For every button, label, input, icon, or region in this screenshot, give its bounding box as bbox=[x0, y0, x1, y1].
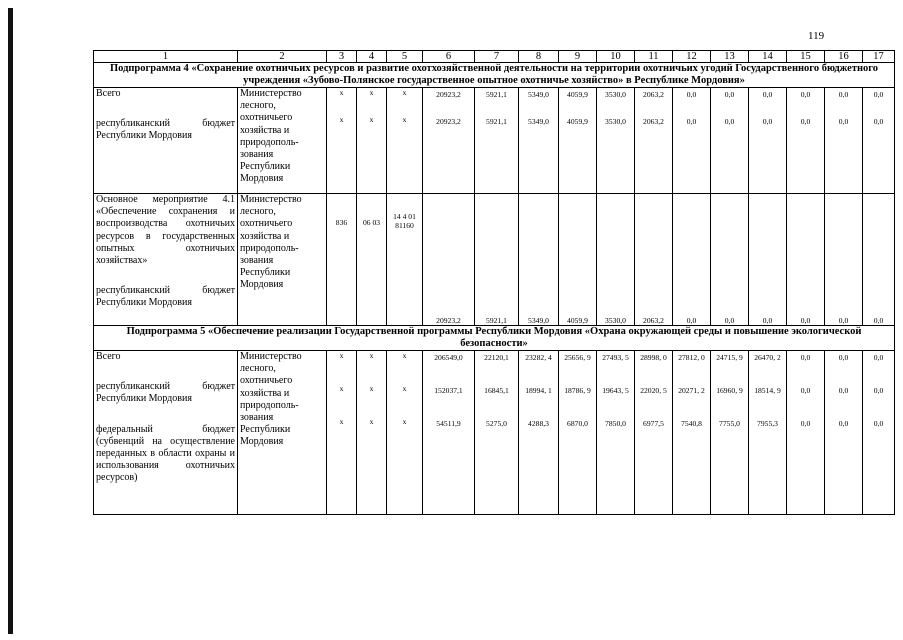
x-cell: x x bbox=[327, 88, 357, 194]
value-cell bbox=[559, 351, 597, 515]
value-cell bbox=[475, 88, 519, 194]
amount-value: 26470, 2 bbox=[754, 353, 781, 362]
amount-value: 22020, 5 bbox=[640, 386, 667, 395]
label-total: Всего bbox=[96, 88, 121, 99]
amount-value: 0,0 bbox=[873, 117, 884, 126]
x-cell: x x bbox=[357, 88, 387, 194]
executor-cell: Министерство лесного, охотничьего хозяйства и природополь- зования Республики Мордовия bbox=[238, 351, 327, 515]
column-number-4: 4 bbox=[357, 51, 387, 63]
value-cell bbox=[825, 194, 863, 326]
value-cell bbox=[597, 351, 635, 515]
amount-value: 24715, 9 bbox=[716, 353, 743, 362]
amount-value: 16960, 9 bbox=[716, 386, 743, 395]
column-number-15: 15 bbox=[787, 51, 825, 63]
amount-value: 0,0 bbox=[762, 90, 773, 99]
amount-value: 5921,1 bbox=[486, 117, 507, 126]
amount-value: 0,0 bbox=[724, 117, 735, 126]
scan-edge-bar bbox=[8, 8, 13, 634]
amount-value: 152037,1 bbox=[434, 386, 463, 395]
value-cell bbox=[787, 88, 825, 194]
amount-value: 27493, 5 bbox=[602, 353, 629, 362]
measure-label: Основное мероприятие 4.1 «Обеспечение сохранения и воспроизводства охотничьих ресурсов в государственных опытных охотничьих хозяйствах» bbox=[96, 194, 235, 267]
value-cell bbox=[635, 88, 673, 194]
amount-value: 0,0 bbox=[800, 353, 811, 362]
value-cell bbox=[863, 351, 895, 515]
value-cell bbox=[863, 194, 895, 326]
amount-value: 28998, 0 bbox=[640, 353, 667, 362]
table-row bbox=[94, 351, 895, 515]
amount-value: 20923,2 bbox=[436, 90, 461, 99]
value-cell bbox=[863, 88, 895, 194]
amount-value: 0,0 bbox=[686, 90, 697, 99]
column-number-3: 3 bbox=[327, 51, 357, 63]
x-cell: x x x bbox=[387, 351, 423, 515]
measure-budget-label: республиканский бюджет Республики Мордовия bbox=[96, 285, 235, 309]
amount-value: 0,0 bbox=[838, 316, 849, 325]
value-cell bbox=[673, 88, 711, 194]
budget-table bbox=[93, 50, 895, 515]
page-number: 119 bbox=[808, 30, 825, 42]
amount-value: 2063,2 bbox=[643, 316, 664, 325]
table-row bbox=[94, 88, 895, 194]
amount-value: 0,0 bbox=[762, 316, 773, 325]
amount-value: 0,0 bbox=[838, 386, 849, 395]
column-number-9: 9 bbox=[559, 51, 597, 63]
amount-value: 5349,0 bbox=[528, 117, 549, 126]
label-budget: республиканский бюджет Республики Мордовия bbox=[96, 118, 235, 142]
amount-value: 18994, 1 bbox=[525, 386, 552, 395]
value-cell bbox=[519, 88, 559, 194]
amount-value: 16845,1 bbox=[484, 386, 509, 395]
amount-value: 0,0 bbox=[873, 316, 884, 325]
value-cell bbox=[597, 194, 635, 326]
amount-value: 0,0 bbox=[873, 419, 884, 428]
value-cell bbox=[825, 88, 863, 194]
value-cell bbox=[787, 194, 825, 326]
value-cell bbox=[673, 351, 711, 515]
amount-value: 0,0 bbox=[800, 117, 811, 126]
value-cell bbox=[711, 88, 749, 194]
amount-value: 0,0 bbox=[724, 316, 735, 325]
value-cell bbox=[423, 194, 475, 326]
x-cell: x x x bbox=[327, 351, 357, 515]
column-number-7: 7 bbox=[475, 51, 519, 63]
row-label-cell bbox=[94, 194, 238, 326]
column-number-14: 14 bbox=[749, 51, 787, 63]
amount-value: 0,0 bbox=[873, 90, 884, 99]
value-cell bbox=[635, 351, 673, 515]
amount-value: 54511,9 bbox=[436, 419, 461, 428]
value-cell bbox=[519, 194, 559, 326]
amount-value: 25656, 9 bbox=[564, 353, 591, 362]
amount-value: 0,0 bbox=[800, 386, 811, 395]
label-federal: федеральный бюджет (субвенций на осуществление переданных в области охраны и использования охотничьих ресурсов) bbox=[96, 423, 235, 484]
value-cell bbox=[559, 88, 597, 194]
value-cell bbox=[423, 88, 475, 194]
x-cell: x x x bbox=[357, 351, 387, 515]
subprogram-5-title: Подпрограмма 5 «Обеспечение реализации Государственной программы Республики Мордовия «Охрана окружающей среды и повышение экологической безопасности» bbox=[94, 326, 895, 351]
amount-value: 0,0 bbox=[838, 90, 849, 99]
label-budget: республиканский бюджет Республики Мордовия bbox=[96, 381, 235, 405]
amount-value: 5275,0 bbox=[486, 419, 507, 428]
column-number-17: 17 bbox=[863, 51, 895, 63]
column-number-row bbox=[94, 51, 895, 63]
amount-value: 19643, 5 bbox=[602, 386, 629, 395]
amount-value: 0,0 bbox=[800, 316, 811, 325]
amount-value: 5349,0 bbox=[528, 316, 549, 325]
amount-value: 7850,0 bbox=[605, 419, 626, 428]
amount-value: 20923,2 bbox=[436, 117, 461, 126]
column-number-12: 12 bbox=[673, 51, 711, 63]
amount-value: 0,0 bbox=[838, 353, 849, 362]
value-cell bbox=[749, 194, 787, 326]
amount-value: 6977,5 bbox=[643, 419, 664, 428]
value-cell bbox=[559, 194, 597, 326]
amount-value: 0,0 bbox=[800, 90, 811, 99]
column-number-6: 6 bbox=[423, 51, 475, 63]
section-row bbox=[94, 63, 895, 88]
subprogram-4-title: Подпрограмма 4 «Сохранение охотничьих ресурсов и развитие охотхозяйственной деятельности на территории охотничьих угодий Государственного бюджетного учреждения «Зубово-Полянское государственное опытное охотничье хозяйство» в Республике Мордовия» bbox=[94, 63, 895, 88]
amount-value: 0,0 bbox=[686, 117, 697, 126]
value-cell bbox=[825, 351, 863, 515]
table-row bbox=[94, 194, 895, 326]
amount-value: 7955,3 bbox=[757, 419, 778, 428]
amount-value: 0,0 bbox=[838, 117, 849, 126]
amount-value: 23282, 4 bbox=[525, 353, 552, 362]
executor-cell: Министерство лесного, охотничьего хозяйства и природополь- зования Республики Мордовия bbox=[238, 194, 327, 326]
amount-value: 0,0 bbox=[724, 90, 735, 99]
amount-value: 206549,0 bbox=[434, 353, 463, 362]
column-number-11: 11 bbox=[635, 51, 673, 63]
amount-value: 5349,0 bbox=[528, 90, 549, 99]
rzpr-cell: 06 03 bbox=[357, 194, 387, 326]
amount-value: 3530,0 bbox=[605, 90, 626, 99]
amount-value: 0,0 bbox=[873, 386, 884, 395]
column-number-8: 8 bbox=[519, 51, 559, 63]
amount-value: 4059,9 bbox=[567, 316, 588, 325]
value-cell bbox=[475, 194, 519, 326]
amount-value: 0,0 bbox=[838, 419, 849, 428]
row-label-cell bbox=[94, 351, 238, 515]
amount-value: 22120,1 bbox=[484, 353, 509, 362]
amount-value: 4059,9 bbox=[567, 90, 588, 99]
value-cell bbox=[711, 351, 749, 515]
value-cell bbox=[635, 194, 673, 326]
amount-value: 3530,0 bbox=[605, 316, 626, 325]
value-cell bbox=[749, 351, 787, 515]
grbs-cell: 836 bbox=[327, 194, 357, 326]
row-label-cell bbox=[94, 88, 238, 194]
column-number-2: 2 bbox=[238, 51, 327, 63]
column-number-13: 13 bbox=[711, 51, 749, 63]
amount-value: 6870,0 bbox=[567, 419, 588, 428]
value-cell bbox=[475, 351, 519, 515]
value-cell bbox=[711, 194, 749, 326]
amount-value: 0,0 bbox=[762, 117, 773, 126]
value-cell bbox=[423, 351, 475, 515]
amount-value: 0,0 bbox=[800, 419, 811, 428]
amount-value: 20923,2 bbox=[436, 316, 461, 325]
x-cell: x x bbox=[387, 88, 423, 194]
amount-value: 18786, 9 bbox=[564, 386, 591, 395]
column-number-16: 16 bbox=[825, 51, 863, 63]
section-row bbox=[94, 326, 895, 351]
amount-value: 0,0 bbox=[873, 353, 884, 362]
amount-value: 0,0 bbox=[686, 316, 697, 325]
amount-value: 18514, 9 bbox=[754, 386, 781, 395]
amount-value: 3530,0 bbox=[605, 117, 626, 126]
amount-value: 5921,1 bbox=[486, 90, 507, 99]
value-cell bbox=[519, 351, 559, 515]
amount-value: 20271, 2 bbox=[678, 386, 705, 395]
amount-value: 7540,8 bbox=[681, 419, 702, 428]
amount-value: 4288,3 bbox=[528, 419, 549, 428]
value-cell bbox=[749, 88, 787, 194]
amount-value: 5921,1 bbox=[486, 316, 507, 325]
csr-cell: 14 4 01 81160 bbox=[387, 194, 423, 326]
column-number-5: 5 bbox=[387, 51, 423, 63]
value-cell bbox=[673, 194, 711, 326]
amount-value: 2063,2 bbox=[643, 117, 664, 126]
amount-value: 27812, 0 bbox=[678, 353, 705, 362]
value-cell bbox=[787, 351, 825, 515]
amount-value: 2063,2 bbox=[643, 90, 664, 99]
executor-cell: Министерство лесного, охотничьего хозяйства и природополь- зования Республики Мордовия bbox=[238, 88, 327, 194]
column-number-1: 1 bbox=[94, 51, 238, 63]
amount-value: 7755,0 bbox=[719, 419, 740, 428]
value-cell bbox=[597, 88, 635, 194]
amount-value: 4059,9 bbox=[567, 117, 588, 126]
column-number-10: 10 bbox=[597, 51, 635, 63]
label-total: Всего bbox=[96, 351, 121, 362]
